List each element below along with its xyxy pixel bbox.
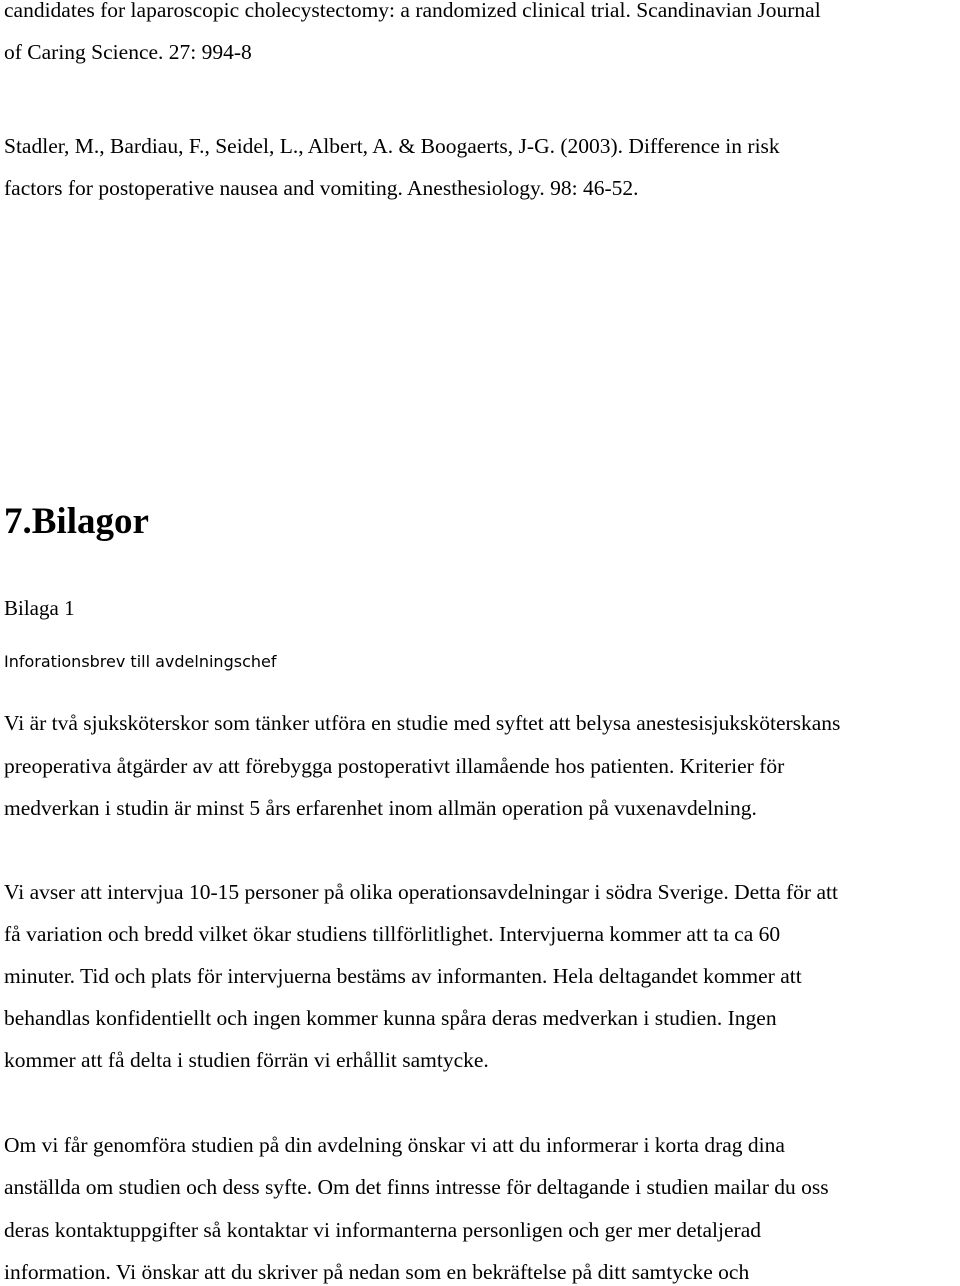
reference-line: factors for postoperative nausea and vomiting. Anesthesiology. 98: 46-52.	[4, 176, 639, 200]
paragraph-line: medverkan i studin är minst 5 års erfarenhet inom allmän operation på vuxenavdelning.	[4, 796, 757, 820]
paragraph-line: minuter. Tid och plats för intervjuerna bestäms av informanten. Hela deltagandet kommer att	[4, 964, 802, 988]
reference-line: Stadler, M., Bardiau, F., Seidel, L., Albert, A. & Boogaerts, J-G. (2003). Difference in risk	[4, 134, 780, 158]
appendix-label: Bilaga 1	[4, 596, 75, 620]
paragraph-line: deras kontaktuppgifter så kontaktar vi informanterna personligen och ger mer detaljerad	[4, 1218, 761, 1242]
paragraph-line: kommer att få delta i studien förrän vi erhållit samtycke.	[4, 1048, 489, 1072]
section-heading: 7.Bilagor	[4, 501, 149, 542]
letter-title: Inforationsbrev till avdelningschef	[4, 652, 277, 671]
paragraph-line: Om vi får genomföra studien på din avdelning önskar vi att du informerar i korta drag dina	[4, 1133, 785, 1157]
paragraph-line: få variation och bredd vilket ökar studiens tillförlitlighet. Intervjuerna kommer att ta ca 60	[4, 922, 781, 946]
document-page	[4, 0, 956, 1285]
paragraph-line: information. Vi önskar att du skriver på nedan som en bekräftelse på ditt samtycke och	[4, 1260, 750, 1284]
reference-line: of Caring Science. 27: 994-8	[4, 40, 252, 64]
reference-line: candidates for laparoscopic cholecystectomy: a randomized clinical trial. Scandinavian Journal	[4, 0, 821, 22]
paragraph-line: behandlas konfidentiellt och ingen kommer kunna spåra deras medverkan i studien. Ingen	[4, 1006, 777, 1030]
paragraph-line: Vi är två sjuksköterskor som tänker utföra en studie med syftet att belysa anestesisjuksköterskans	[4, 711, 841, 735]
paragraph-line: preoperativa åtgärder av att förebygga postoperativt illamående hos patienten. Kriterier för	[4, 754, 785, 778]
paragraph-line: Vi avser att intervjua 10-15 personer på olika operationsavdelningar i södra Sverige. Detta för att	[4, 880, 838, 904]
paragraph-line: anställda om studien och dess syfte. Om det finns intresse för deltagande i studien mailar du oss	[4, 1175, 829, 1199]
